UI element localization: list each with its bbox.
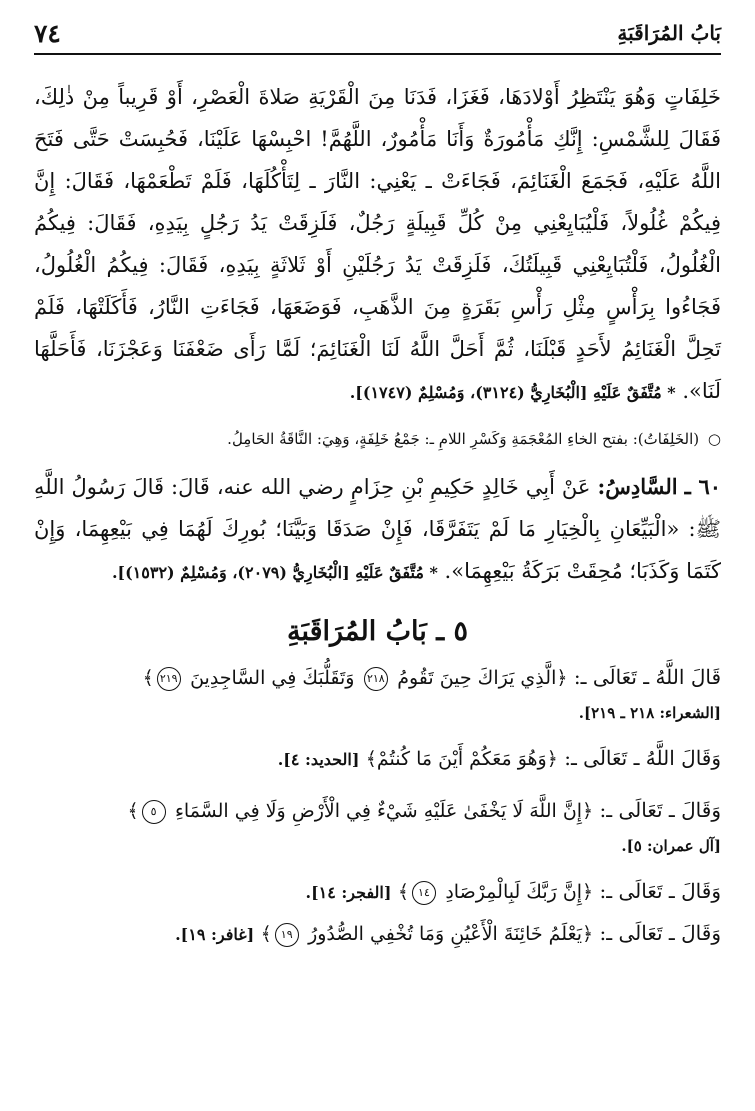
quran-text: ﴿إِنَّ رَبَّكَ لَبِالْمِرْصَادِ [445, 881, 594, 903]
quran-open-bracket: ﴿ [556, 667, 568, 689]
quran-text: وَتَقَلُّبَكَ فِي السَّاجِدِينَ [190, 667, 355, 689]
verse-source: [الحديد: ٤]. [277, 750, 360, 769]
quran-close-bracket: ﴾ [142, 667, 154, 689]
hadith-60 [34, 466, 721, 594]
verse-intro: وَقَالَ ـ تَعَالَى ـ: [599, 798, 721, 822]
verse-intro: قَالَ اللَّهُ ـ تَعَالَى ـ: [573, 665, 721, 689]
verse-intro: وَقَالَ ـ تَعَالَى ـ: [599, 879, 721, 903]
verse-2 [34, 738, 721, 780]
verse-number-marker: ١٩ [275, 923, 299, 947]
hadith-59-text: خَلِفَاتٍ وَهُوَ يَنْتَظِرُ أَوْلادَهَا، فَغَزَا، فَدَنَا مِنَ الْقَرْيَةِ صَلاةَ الْعَصْرِ، أَوْ قَرِيباً مِنْ ذٰلِكَ، فَقَالَ لِلشَّمْسِ: إِنَّكِ مَأْمُورَةٌ وَأَنَا مَأْمُورٌ، اللَّهُمَّ! احْبِسْهَا عَلَيْنَا، فَحُبِسَتْ حَتَّى فَتَحَ اللَّهُ عَلَيْهِ، فَجَمَعَ الْغَنَائِمَ، فَجَاءَتْ ـ يَعْنِي: النَّارَ ـ لِتَأْكُلَهَا، فَلَمْ تَطْعَمْهَا، فَقَالَ: إِنَّ فِيكُمْ غُلُولاً، فَلْيُبَايِعْنِي مِنْ كُلِّ قَبِيلَةٍ رَجُلٌ، فَلَزِقَتْ يَدُ رَجُلٍ بِيَدِهِ، فَقَالَ: فِيكُمُ الْغُلُولُ، فَلْتُبَايِعْنِي قَبِيلَتُكَ، فَلَزِقَتْ يَدُ رَجُلَيْنِ أَوْ ثَلاثَةٍ بِيَدِهِ، فَقَالَ: فِيكُمُ الْغُلُولُ، فَجَاءُوا بِرَأْسٍ مِثْلِ رَأْسِ بَقَرَةٍ مِنَ الذَّهَبِ، فَوَضَعَهَا، فَجَاءَتِ النَّارُ، فَأَكَلَتْهَا، فَلَمْ تَحِلَّ الْغَنَائِمُ لأَحَدٍ قَبْلَنَا، ثُمَّ أَحَلَّ اللَّهُ لَنَا الْغَنَائِمَ؛ لَمَّا رَأَى ضَعْفَنَا وَعَجْزَنَا، فَأَحَلَّهَا لَنَا». [34, 85, 721, 403]
verse-3 [34, 790, 721, 831]
verse-number-marker: ٥ [142, 800, 166, 824]
quran-text: ﴿إِنَّ اللَّهَ لَا يَخْفَىٰ عَلَيْهِ شَيْءٌ فِي الْأَرْضِ وَلَا فِي السَّمَاءِ [174, 800, 594, 822]
verse-intro: وَقَالَ ـ تَعَالَى ـ: [599, 921, 721, 945]
quran-text: ﴿وَهُوَ مَعَكُمْ أَيْنَ مَا كُنتُمْ﴾ [365, 748, 558, 770]
page-number: ٧٤ [34, 18, 61, 48]
hadith-number: ٦٠ ـ [684, 474, 721, 499]
hadith-60-reference: * مُتَّفَقٌ عَلَيْهِ [الْبُخَارِيُّ (٢٠٧٩)، وَمُسْلِمٌ (١٥٣٢)]. [111, 563, 438, 582]
quran-text: الَّذِي يَرَاكَ حِينَ تَقُومُ [397, 667, 557, 689]
verse-source: [غافر: ١٩]. [175, 925, 255, 944]
quran-text: ﴿يَعْلَمُ خَائِنَةَ الْأَعْيُنِ وَمَا تُخْفِي الصُّدُورُ [308, 923, 594, 945]
circle-icon: ○ [707, 430, 721, 448]
page-header [34, 14, 721, 52]
verse-source: [الشعراء: ٢١٨ ـ ٢١٩]. [578, 704, 721, 722]
verse-5 [34, 913, 721, 955]
verse-number-marker: ٢١٩ [157, 667, 181, 691]
header-divider [34, 53, 721, 55]
hadith-59-reference: * مُتَّفَقٌ عَلَيْهِ [الْبُخَارِيُّ (٣١٢٤)، وَمُسْلِمٌ (١٧٤٧)]. [349, 383, 676, 402]
quran-close-bracket: ﴾ [127, 800, 139, 822]
verse-number-marker: ٢١٨ [364, 667, 388, 691]
running-title: بَابُ المُرَاقَبَةِ [617, 21, 721, 45]
footnote-text: (الخَلِفَاتُ): بفتح الخاءِ المُعْجَمَةِ وَكَسْرِ اللامِ ـ: جَمْعُ خَلِفَةٍ، وَهِيَ: النَّاقَةُ الحَامِلُ. [227, 430, 700, 448]
chapter-heading: ٥ ـ بَابُ المُرَاقَبَةِ [286, 616, 469, 647]
verse-intro: وَقَالَ اللَّهُ ـ تَعَالَى ـ: [564, 746, 721, 770]
verse-number-marker: ١٤ [412, 881, 436, 905]
verse-source: [الفجر: ١٤]. [305, 883, 392, 902]
hadith-60-text: عَنْ أَبِي خَالِدٍ حَكِيمِ بْنِ حِزَامٍ رضي الله عنه، قَالَ: قَالَ رَسُولُ اللَّهِ ﷺ: «الْبَيِّعَانِ بِالْخِيَارِ مَا لَمْ يَتَفَرَّقَا، فَإِنْ صَدَقَا وَبَيَّنَا؛ بُورِكَ لَهُمَا فِي بَيْعِهِمَا، وَإِنْ كَتَمَا وَكَذَبَا؛ مُحِقَتْ بَرَكَةُ بَيْعِهِمَا». [34, 475, 721, 583]
quran-close-bracket: ﴾ [260, 923, 272, 945]
hadith-59-continuation [34, 76, 721, 414]
page-body [34, 76, 721, 955]
footnote [34, 424, 721, 454]
hadith-label: السَّادِسُ: [597, 474, 678, 499]
verse-4 [34, 871, 721, 913]
quran-close-bracket: ﴾ [397, 881, 409, 903]
verse-source: [آل عمران: ٥]. [621, 837, 721, 855]
verse-1 [34, 657, 721, 698]
